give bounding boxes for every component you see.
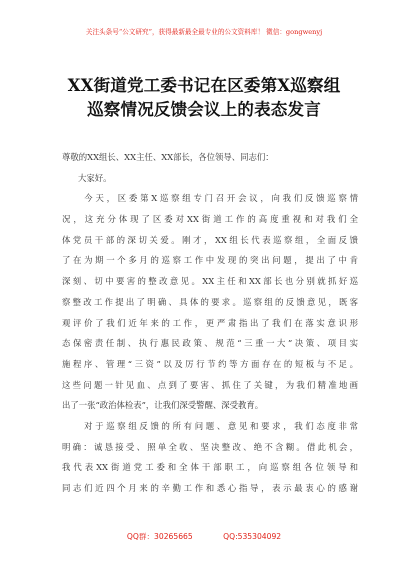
paragraph-line: 深刻、切中要害的整改意见。XX主任和XX部长也分别就抓好巡 xyxy=(62,276,358,287)
paragraph-line: 观评价了我们近年来的工作，更严肃指出了我们在落实意识形 xyxy=(62,317,358,328)
footer-qq: QQ:535304092 xyxy=(223,532,282,541)
paragraph-line: 态保密责任制、执行惠民政策、规范“三重一大”决策、项目实 xyxy=(62,338,358,349)
footer-contact xyxy=(0,531,408,542)
paragraph-lines xyxy=(62,188,358,498)
paragraph-line: 体党员干部的深切关爱。刚才，XX组长代表巡察组，全面反馈 xyxy=(62,234,358,245)
title-line-2: 巡察情况反馈会议上的表态发言 xyxy=(87,100,321,119)
paragraph-line: 我代表XX街道党工委和全体干部职工，向巡察组各位领导和 xyxy=(62,462,358,473)
document-body xyxy=(62,147,358,499)
title-line-1: XX街道党工委书记在区委第X巡察组 xyxy=(67,76,341,95)
paragraph-line: 察整改工作提出了明确、具体的要求。巡察组的反馈意见，既客 xyxy=(62,296,358,307)
paragraph-line: 今天，区委第X巡察组专门召开会议，向我们反馈巡察情 xyxy=(62,193,358,204)
paragraph-line: 同志们近四个月来的辛勤工作和悉心指导，表示最衷心的感谢 xyxy=(62,483,358,493)
paragraph-line: 这些问题一针见血、点到了要害、抓住了关键，为我们精准地画 xyxy=(62,379,358,390)
paragraph-line: 明确：诚恳接受、照单全收、坚决整改、绝不含糊。借此机会， xyxy=(62,441,358,452)
paragraph-line: 出了一张“政治体检表”，让我们深受警醒、深受教育。 xyxy=(62,400,264,411)
paragraph-line: 况，这充分体现了区委对XX街道工作的高度重视和对我们全 xyxy=(62,214,358,225)
greeting: 大家好。 xyxy=(78,172,112,183)
paragraph-line: 了在为期一个多月的巡察工作中发现的突出问题，提出了中肯 xyxy=(62,255,358,266)
paragraph-line: 对于巡察组反馈的所有问题、意见和要求，我们态度非常 xyxy=(62,420,358,431)
salutation: 尊敬的XX组长、XX主任、XX部长，各位领导、同志们： xyxy=(62,152,274,162)
paragraph-line: 施程序、管理“三资”以及厉行节约等方面存在的短板与不足。 xyxy=(62,358,358,369)
footer-qq-group: QQ群：30265665 xyxy=(126,532,193,541)
header-notice: 关注头条号“公文研究”，获得最新最全最专业的公文资料库！ 微信：gongwenyj xyxy=(85,28,323,36)
document-title xyxy=(0,74,408,122)
